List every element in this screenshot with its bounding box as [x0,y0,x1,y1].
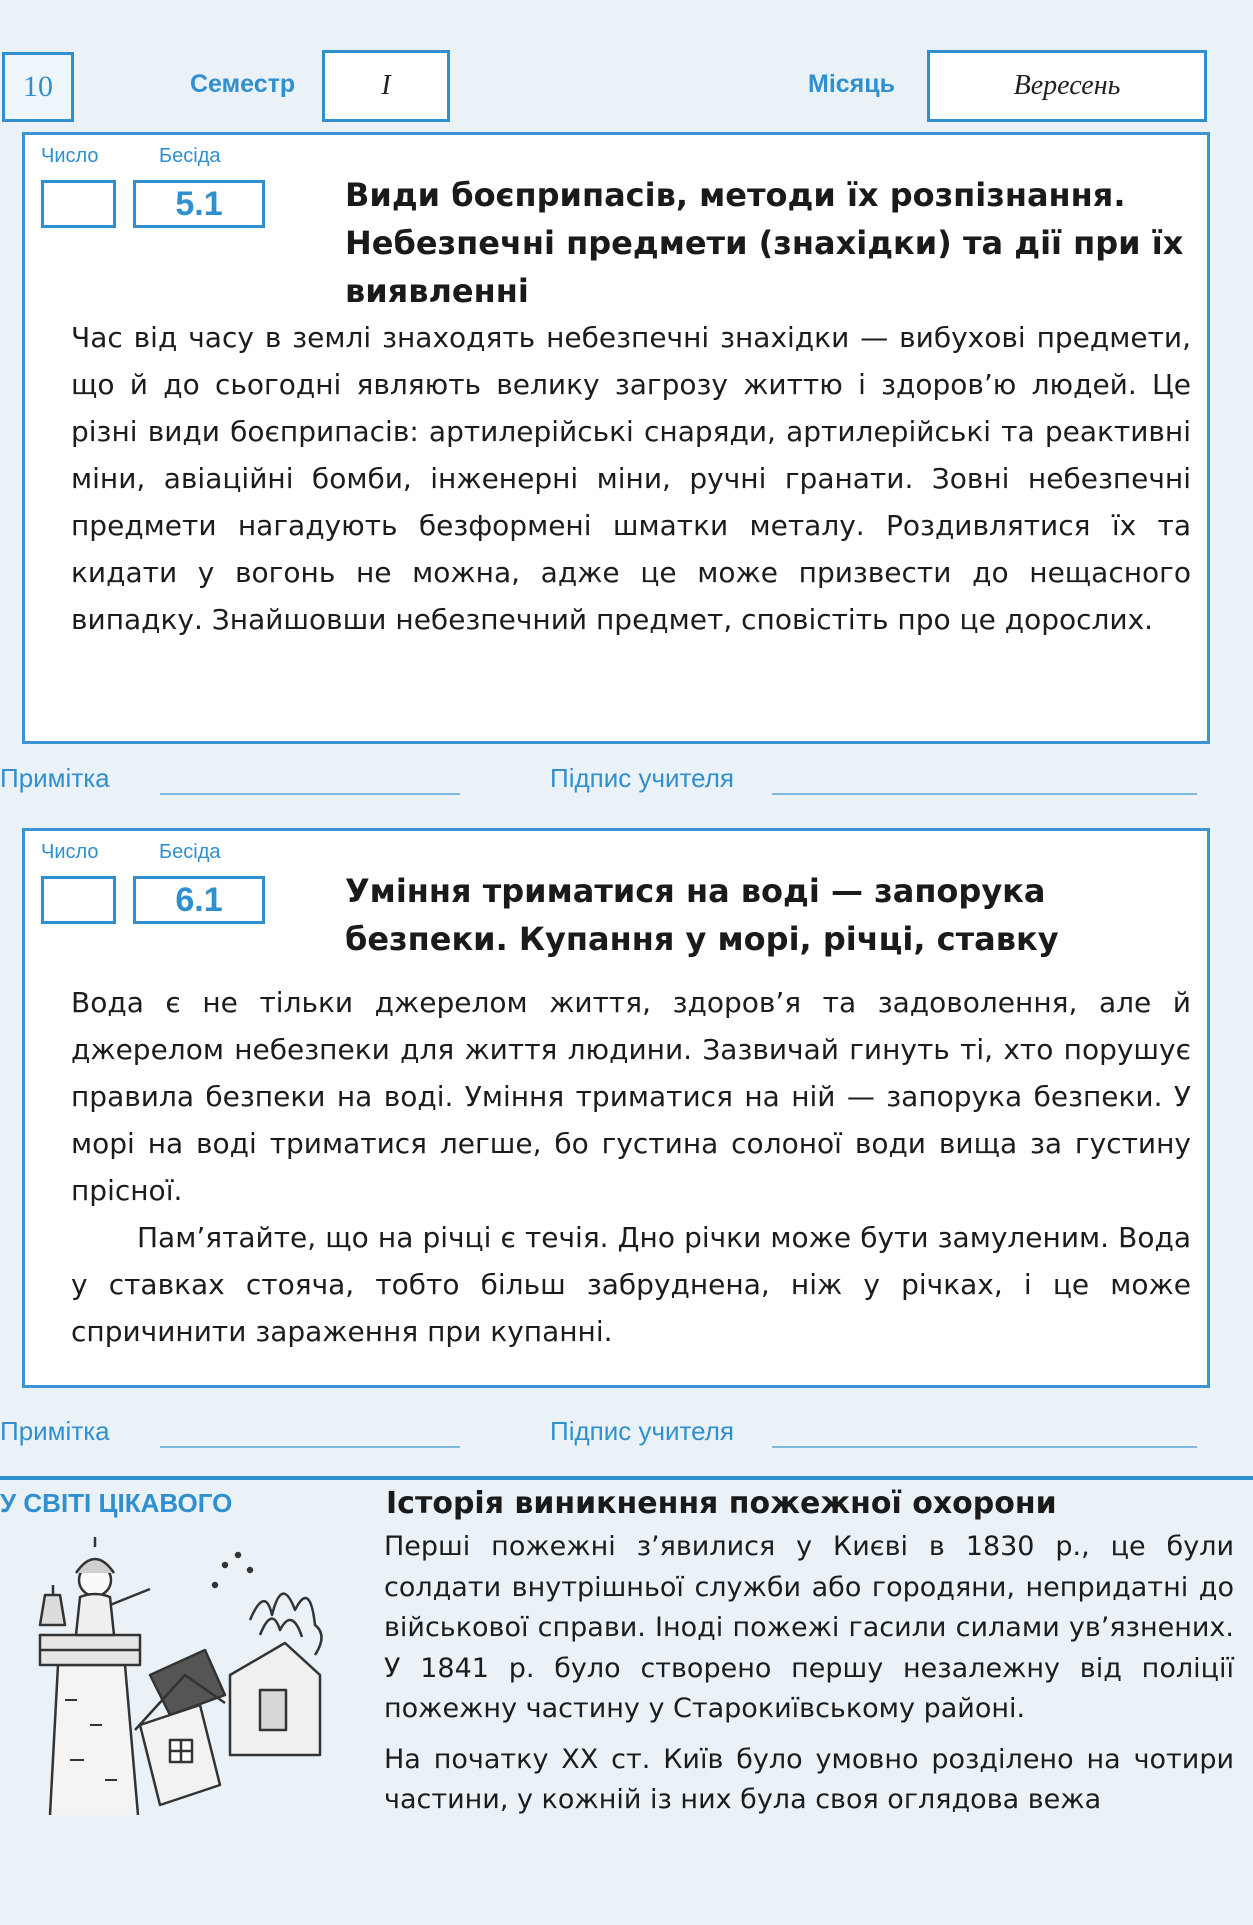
date-field[interactable] [41,876,116,924]
note-line[interactable] [160,793,460,795]
story-title: Історія виникнення пожежної охорони [386,1486,1057,1521]
lesson-paragraph: Час від часу в землі знаходять небезпечні знахідки — вибухові предмети, що й до сьогодні являють велику загрозу життю і здоров’ю людей. Це різні види боєприпасів: артилерійські снаряди, артилерійські та реактивні міни, авіаційні бомби, інженерні міни, ручні гранати. Зовні небезпечні предмети нагадують безформені шматки металу. Роздивлятися їх та кидати у вогонь не можна, адже це може призвести до нещасного випадку. Знайшовши небезпечний предмет, сповістіть про це дорослих. [71,321,1191,636]
lesson-paragraph: Вода є не тільки джерелом життя, здоров’я та задоволення, але й джерелом небезпеки для життя людини. Зазвичай гинуть ті, хто порушує правила безпеки на воді. Уміння триматися на ній — запорука безпеки. У морі на воді триматися легше, бо густина солоної води вища за густину прісної. [71,986,1191,1207]
lesson-number: 5.1 [133,180,265,228]
signature-line[interactable] [772,793,1197,795]
date-label: Число [41,145,99,167]
page-number: 10 [2,52,74,122]
note-line[interactable] [160,1446,460,1448]
story-paragraph: На початку XX ст. Київ було умовно розділено на чотири частини, у кожній із них була своя оглядова вежа [384,1743,1234,1815]
date-field[interactable] [41,180,116,228]
section-label: У СВІТІ ЦІКАВОГО [0,1488,233,1518]
note-label: Примітка [0,1416,110,1446]
signature-line[interactable] [772,1446,1197,1448]
section-divider [0,1476,1253,1480]
signature-label: Підпис учителя [550,763,734,793]
month-field[interactable]: Вересень [927,50,1207,122]
semester-field[interactable]: I [322,50,450,122]
note-label: Примітка [0,763,110,793]
signature-label: Підпис учителя [550,1416,734,1446]
lesson-card-5-1 [22,132,1210,744]
lesson-title: Види боєприпасів, методи їх розпізнання. Небезпечні предмети (знахідки) та дії при їх виявленні [345,176,1184,310]
lesson-text [71,979,1191,1355]
date-label: Число [41,841,99,863]
lesson-text [71,314,1191,643]
talk-label: Бесіда [159,145,221,167]
lesson-card-6-1 [22,828,1210,1388]
lesson-title: Уміння триматися на воді — запорука безпеки. Купання у морі, річці, ставку [345,872,1059,958]
semester-label: Семестр [190,70,296,98]
story-text [384,1527,1234,1821]
talk-label: Бесіда [159,841,221,863]
month-label: Місяць [808,70,895,98]
story-paragraph: Перші пожежні з’явилися у Києві в 1830 р., це були солдати внутрішньої служби або городяни, непридатні до військової справи. Іноді пожежі гасили силами ув’язнених. У 1841 р. було створено першу незалежну від поліції пожежну частину у Старокиївському районі. [384,1531,1234,1724]
fire-watchtower-illustration [10,1525,340,1815]
lesson-number: 6.1 [133,876,265,924]
lesson-paragraph: Пам’ятайте, що на річці є течія. Дно річки може бути замуленим. Вода у ставках стояча, тобто більш забруднена, ніж у річках, і це може спричинити зараження при купанні. [71,1221,1191,1348]
